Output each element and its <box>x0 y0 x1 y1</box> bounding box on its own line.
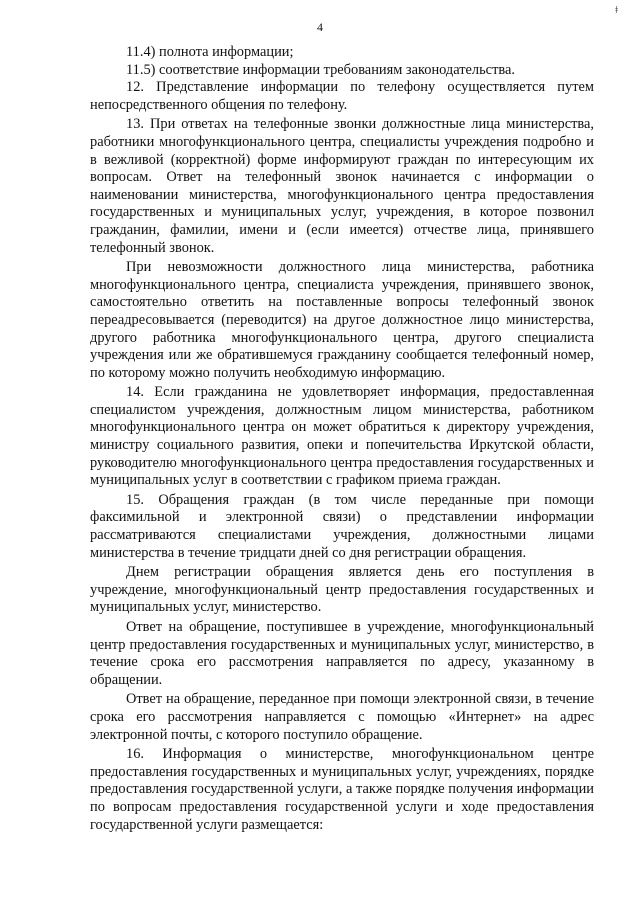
paragraph-12: 12. Представление информации по телефону осуществляется путем непосредственного общения по телефону. <box>90 79 594 113</box>
paragraph-response-electronic: Ответ на обращение, переданное при помощи электронной связи, в течение срока его рассмотрения направляется с помощью «Интернет» на адрес электронной почты, с которого поступило обращение. <box>90 691 594 743</box>
paragraph-response-postal: Ответ на обращение, поступившее в учреждение, многофункциональный центр предоставления государственных и муниципальных услуг, министерство, в течение срока его рассмотрения направляется по адресу, указанному в обращении. <box>90 619 594 688</box>
document-body <box>90 44 594 834</box>
paragraph-11-4: 11.4) полнота информации; <box>126 44 294 60</box>
paragraph-13-continued: При невозможности должностного лица министерства, работника многофункционального центра, специалиста учреждения, принявшего звонок, самостоятельно ответить на поставленные вопросы телефонный звонок переадресовывается (переводится) на другое должностное лицо министерства, другого работника многофункционального центра, другого специалиста учреждения или же обратившемуся гражданину сообщается телефонный номер, по которому можно получить необходимую информацию. <box>90 259 594 381</box>
paragraph-11-5: 11.5) соответствие информации требованиям законодательства. <box>126 61 515 78</box>
paragraph-13: 13. При ответах на телефонные звонки должностные лица министерства, работники многофункционального центра, специалисты учреждения подробно и в вежливой (корректной) форме информируют граждан по интересующим их вопросам. Ответ на телефонный звонок начинается с информации о наименовании министерства, многофункционального центра предоставления государственных и муниципальных услуг, учреждения, в которое позвонил гражданин, фамилии, имени и (если имеется) отчестве лица, принявшего телефонный звонок. <box>90 116 594 256</box>
paragraph-registration-day: Днем регистрации обращения является день его поступления в учреждение, многофункциональный центр предоставления государственных и муниципальных услуг, министерство. <box>90 564 594 616</box>
corner-mark: ǂ <box>615 4 618 16</box>
paragraph-14: 14. Если гражданина не удовлетворяет информация, предоставленная специалистом учреждения, должностным лицом министерства, работником многофункционального центра он может обратиться к директору учреждения, министру социального развития, опеки и попечительства Иркутской области, руководителю многофункционального центра предоставления государственных и муниципальных услуг в соответствии с графиком приема граждан. <box>90 384 594 489</box>
paragraph-16: 16. Информация о министерстве, многофункциональном центре предоставления государственных и муниципальных услуг, учреждениях, порядке предоставления государственной услуги, а также порядке получения информации по вопросам предоставления государственной услуги и ходе предоставления государственной услуги размещается: <box>90 746 594 833</box>
page-number: 4 <box>317 20 323 34</box>
paragraph-15: 15. Обращения граждан (в том числе переданные при помощи факсимильной и электронной связи) о представлении информации рассматриваются специалистами учреждения, должностными лицами министерства в течение тридцати дней со дня регистрации обращения. <box>90 491 594 561</box>
